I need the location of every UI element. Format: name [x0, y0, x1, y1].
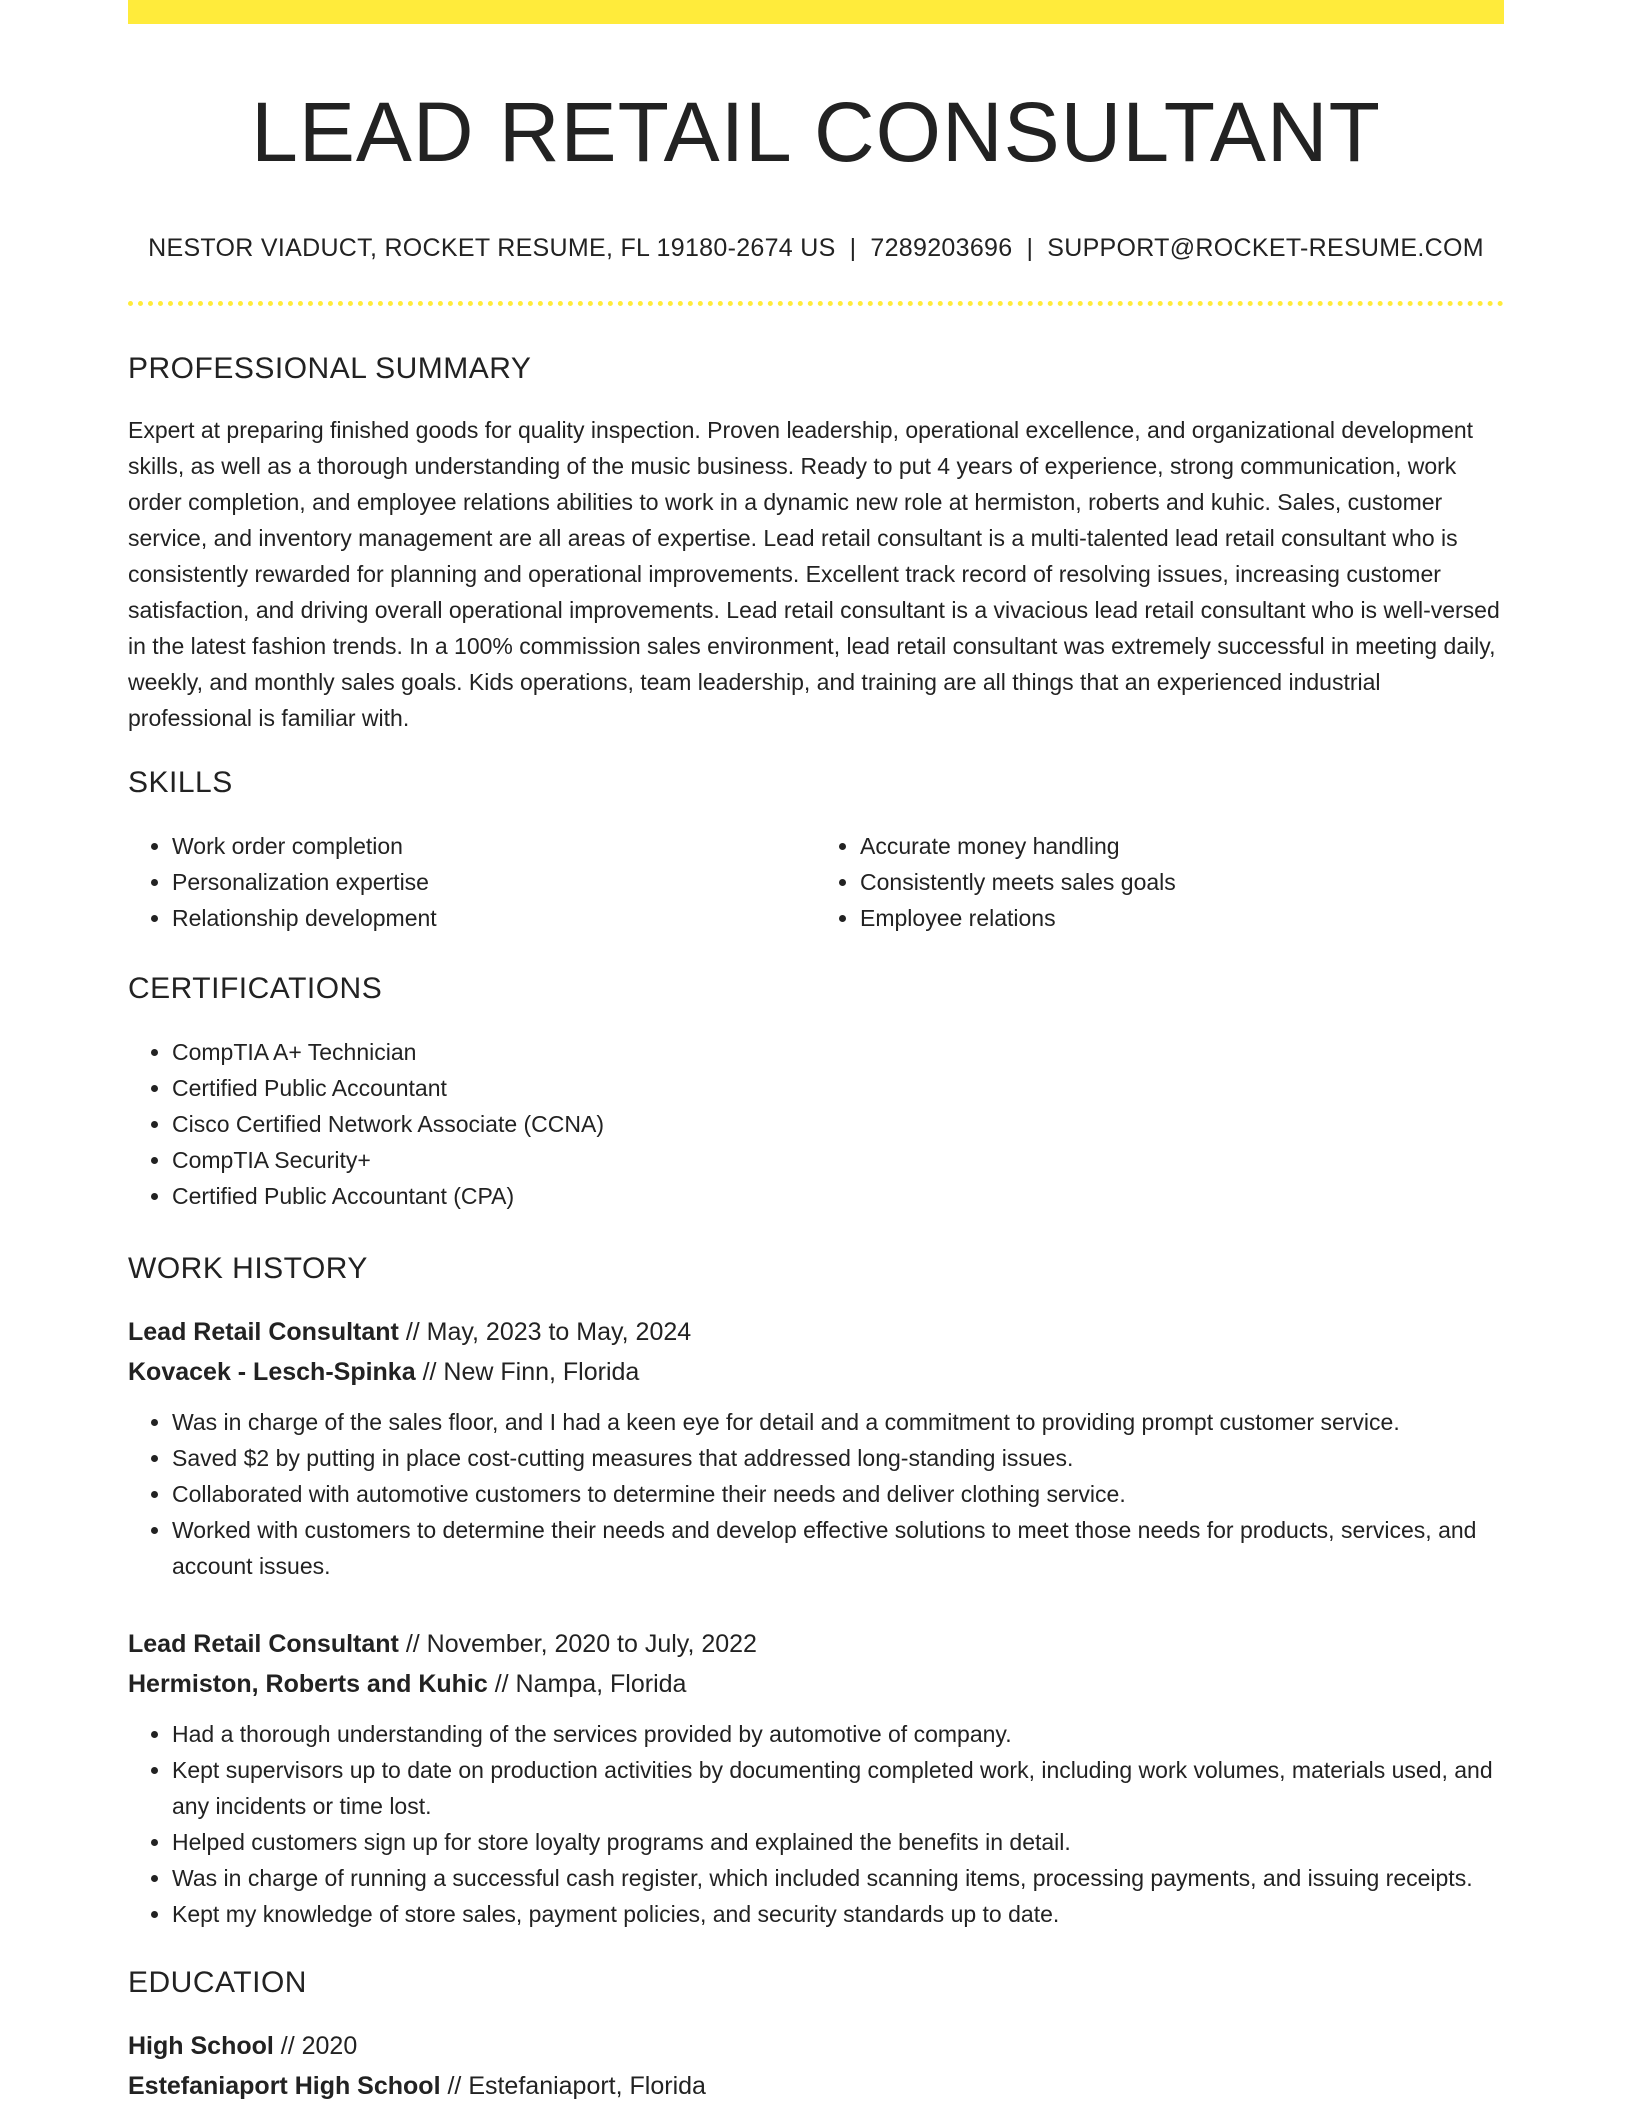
education-entry	[128, 2026, 1504, 2106]
list-item: • Was in charge of the sales floor, and I had a keen eye for detail and a commitment to providing prompt customer service.	[172, 1404, 1504, 1440]
list-item: • Kept supervisors up to date on production activities by documenting completed work, including work volumes, materials used, and any incidents or time lost.	[172, 1752, 1504, 1824]
education-school: Estefaniaport High School	[128, 2072, 441, 2101]
job-company: Hermiston, Roberts and Kuhic	[128, 1670, 488, 1699]
education-school-line	[128, 2066, 1504, 2106]
list-item: • Relationship development	[172, 900, 816, 936]
section-title-summary: PROFESSIONAL SUMMARY	[128, 352, 532, 386]
resume-page	[128, 0, 1504, 2106]
job-entry	[128, 1312, 1504, 1584]
list-item: • Saved $2 by putting in place cost-cutting measures that addressed long-standing issues.	[172, 1440, 1504, 1476]
dotted-divider	[128, 301, 1504, 306]
section-title-education: EDUCATION	[128, 1966, 307, 2000]
list-item: • Accurate money handling	[860, 828, 1504, 864]
contact-separator: |	[1026, 234, 1034, 263]
list-item: • Certified Public Accountant (CPA)	[172, 1178, 1504, 1214]
job-role: Lead Retail Consultant	[128, 1630, 399, 1659]
list-item: • Consistently meets sales goals	[860, 864, 1504, 900]
summary-text: Expert at preparing finished goods for quality inspection. Proven leadership, operational excellence, and organizational development skills, as well as a thorough understanding of the music business. Ready to put 4 years of experience, strong communication, work order completion, and employee relations abilities to work in a dynamic new role at hermiston, roberts and kuhic. Sales, customer service, and inventory management are all areas of expertise. Lead retail consultant is a multi-talented lead retail consultant who is consistently rewarded for planning and operational improvements. Excellent track record of resolving issues, increasing customer satisfaction, and driving overall operational improvements. Lead retail consultant is a vivacious lead retail consultant who is well-versed in the latest fashion trends. In a 100% commission sales environment, lead retail consultant was extremely successful in meeting daily, weekly, and monthly sales goals. Kids operations, team leadership, and training are all things that an experienced industrial professional is familiar with.	[128, 417, 1500, 732]
education-location: // Estefaniaport, Florida	[440, 2072, 706, 2101]
job-dates: // November, 2020 to July, 2022	[398, 1630, 757, 1659]
job-company: Kovacek - Lesch-Spinka	[128, 1358, 416, 1387]
list-item: • Had a thorough understanding of the services provided by automotive of company.	[172, 1716, 1504, 1752]
top-accent-bar	[128, 0, 1504, 24]
contact-separator: |	[849, 234, 857, 263]
list-item: • Collaborated with automotive customers to determine their needs and deliver clothing service.	[172, 1476, 1504, 1512]
education-degree: High School	[128, 2032, 274, 2061]
list-item: • Personalization expertise	[172, 864, 816, 900]
job-location: // New Finn, Florida	[415, 1358, 640, 1387]
skills-list-left	[128, 828, 816, 936]
job-company-line	[128, 1352, 1504, 1392]
list-item: • Was in charge of running a successful cash register, which included scanning items, processing payments, and issuing receipts.	[172, 1860, 1504, 1896]
section-title-skills: SKILLS	[128, 766, 233, 800]
job-dates: // May, 2023 to May, 2024	[398, 1318, 692, 1347]
education-year: // 2020	[273, 2032, 358, 2061]
list-item: • Certified Public Accountant	[172, 1070, 1504, 1106]
skills-columns	[128, 828, 1504, 936]
contact-email: SUPPORT@ROCKET-RESUME.COM	[1047, 234, 1484, 263]
contact-line	[128, 234, 1504, 263]
section-title-work-history: WORK HISTORY	[128, 1252, 368, 1286]
job-bullets	[128, 1404, 1504, 1584]
list-item: • Employee relations	[860, 900, 1504, 936]
list-item: • Cisco Certified Network Associate (CCNA)	[172, 1106, 1504, 1142]
list-item: • Work order completion	[172, 828, 816, 864]
skills-list-right	[816, 828, 1504, 936]
job-company-line	[128, 1664, 1504, 1704]
list-item: • CompTIA A+ Technician	[172, 1034, 1504, 1070]
contact-phone: 7289203696	[870, 234, 1013, 263]
job-bullets	[128, 1716, 1504, 1932]
list-item: • CompTIA Security+	[172, 1142, 1504, 1178]
section-title-certifications: CERTIFICATIONS	[128, 972, 383, 1006]
job-role: Lead Retail Consultant	[128, 1318, 399, 1347]
resume-name-title: LEAD RETAIL CONSULTANT	[251, 85, 1381, 179]
job-entry	[128, 1624, 1504, 1932]
contact-address: NESTOR VIADUCT, ROCKET RESUME, FL 19180-2674 US	[148, 234, 836, 263]
list-item: • Helped customers sign up for store loyalty programs and explained the benefits in detail.	[172, 1824, 1504, 1860]
job-role-line	[128, 1624, 1504, 1664]
list-item: • Kept my knowledge of store sales, payment policies, and security standards up to date.	[172, 1896, 1504, 1932]
education-degree-line	[128, 2026, 1504, 2066]
certifications-list	[128, 1034, 1504, 1214]
job-role-line	[128, 1312, 1504, 1352]
job-location: // Nampa, Florida	[487, 1670, 687, 1699]
list-item: • Worked with customers to determine their needs and develop effective solutions to meet those needs for products, services, and account issues.	[172, 1512, 1504, 1584]
